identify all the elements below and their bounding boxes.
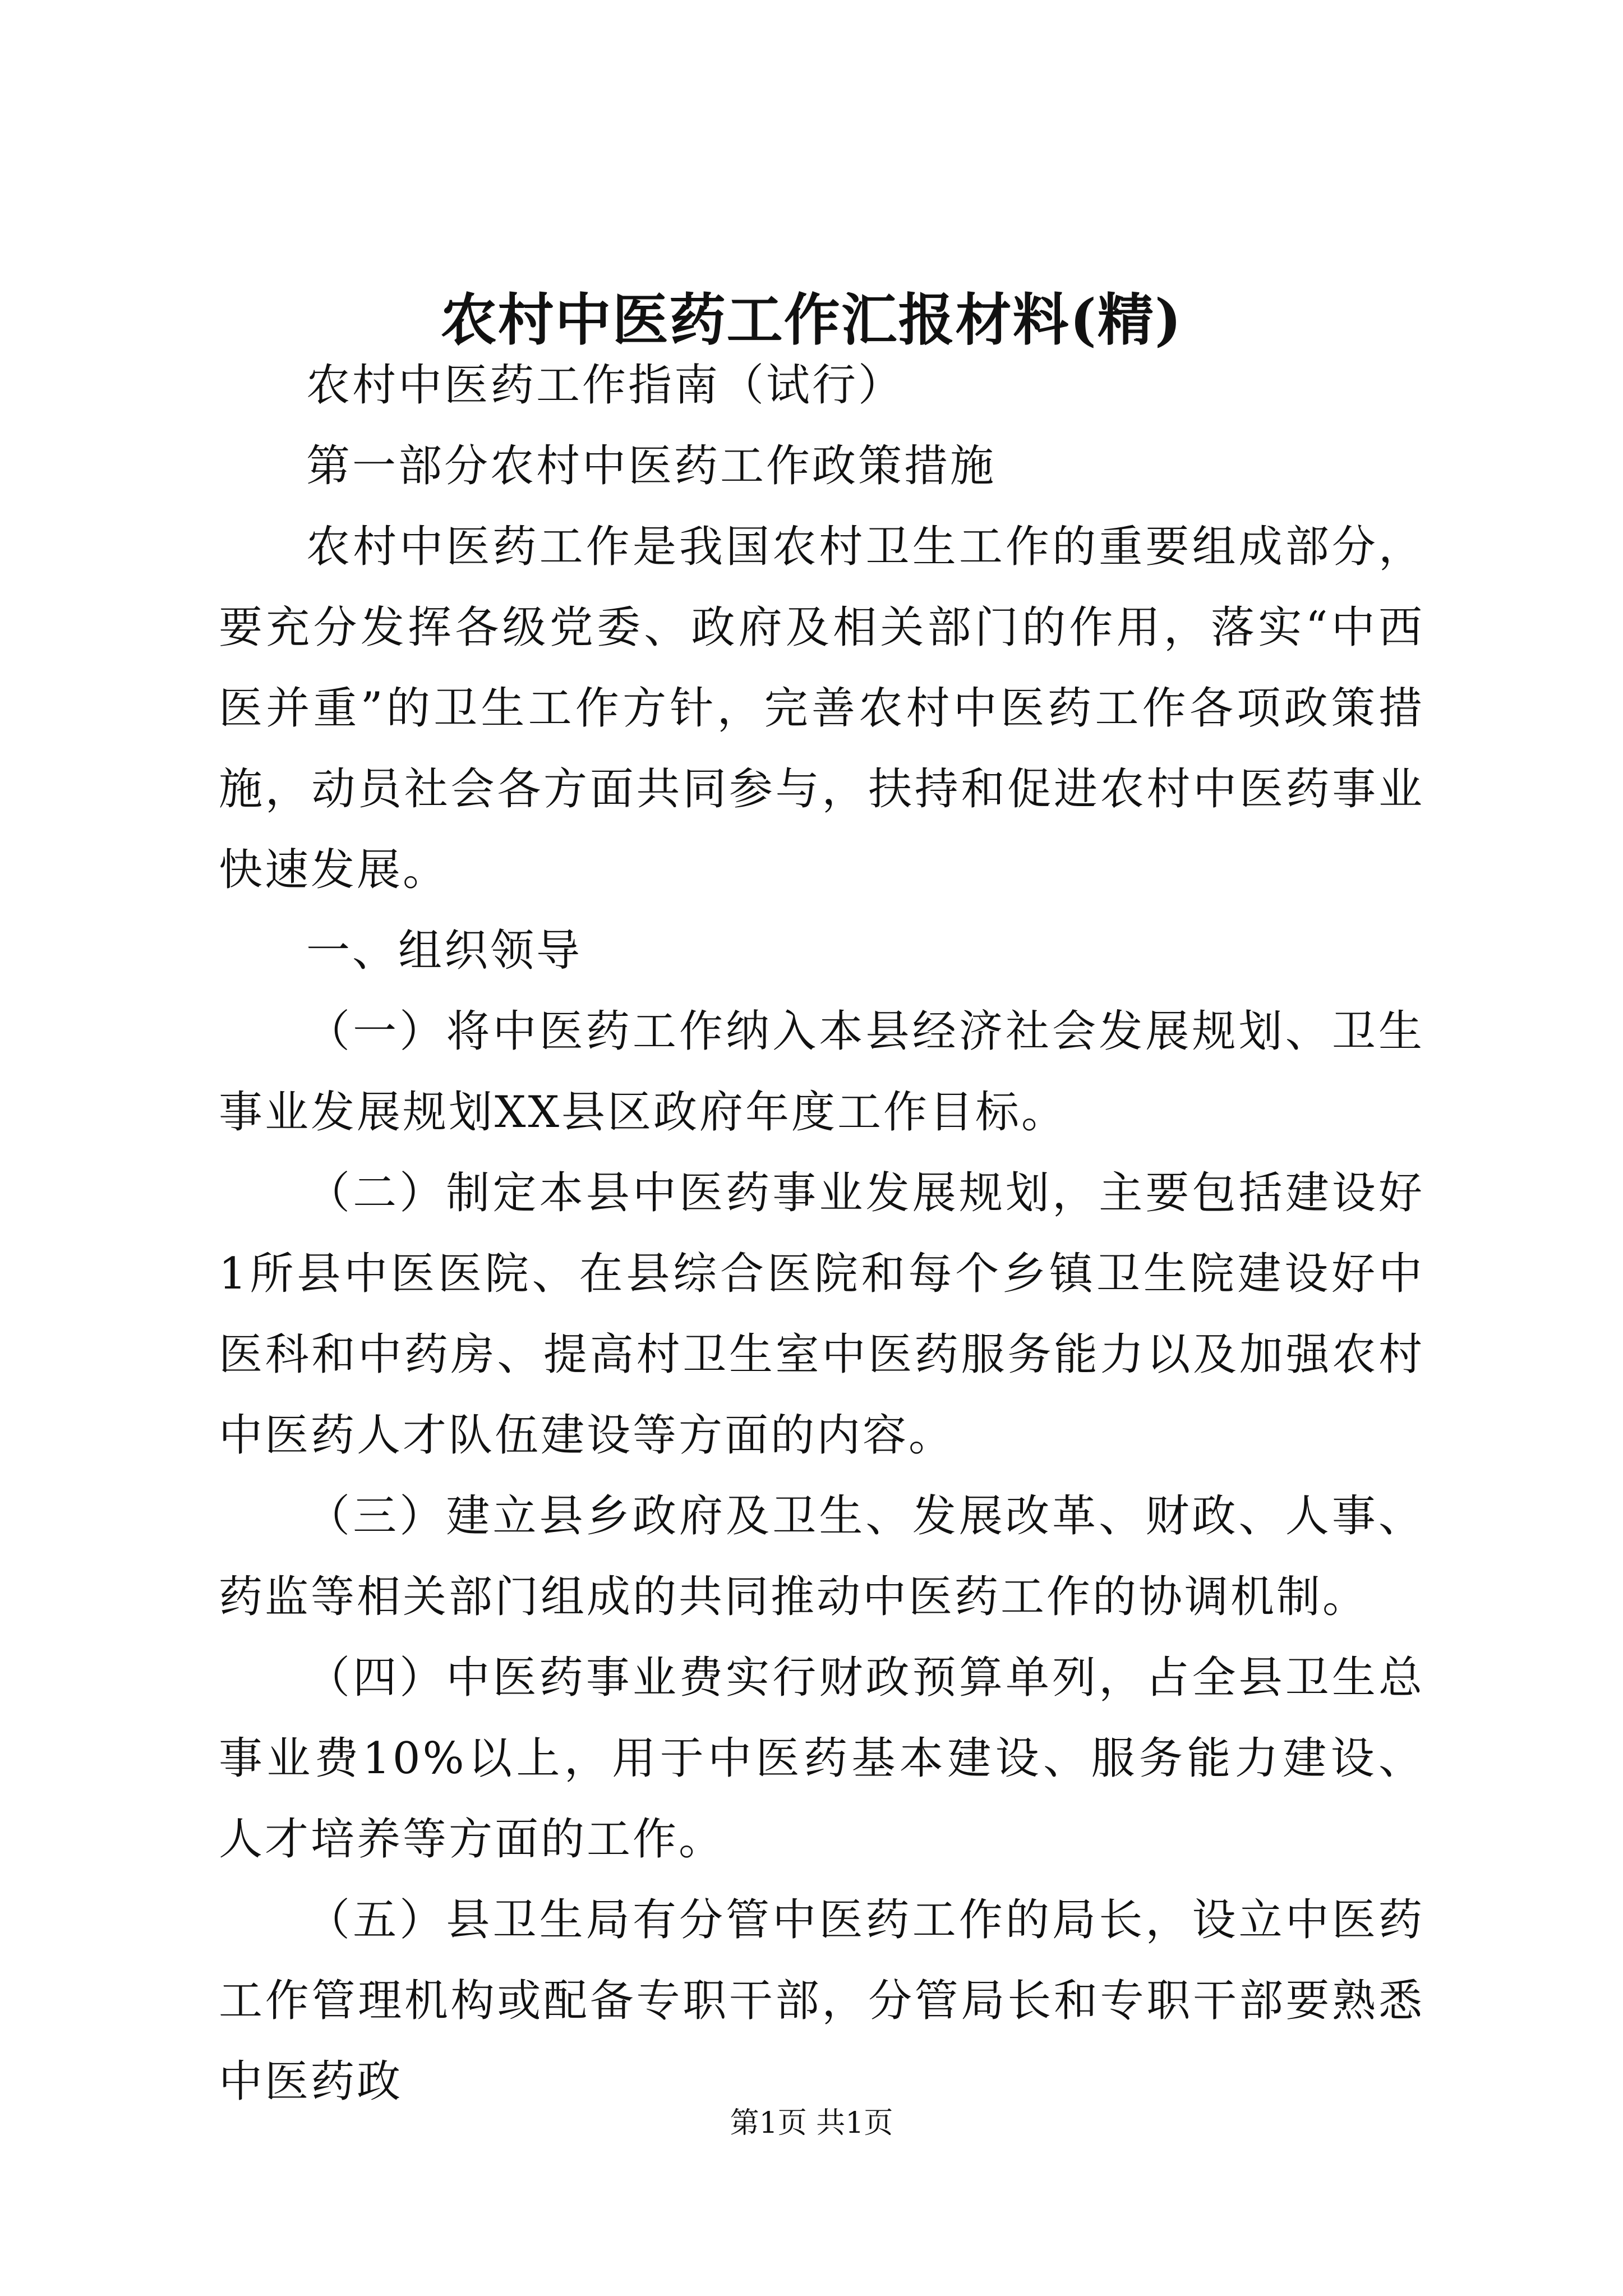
- paragraph-item-1: （一）将中医药工作纳入本县经济社会发展规划、卫生事业发展规划XX县区政府年度工作目标。: [219, 1006, 1424, 1138]
- page-number-footer: 第1页 共1页: [730, 2106, 893, 2140]
- paragraph-item-2: （二）制定本县中医药事业发展规划，主要包括建设好1所县中医医院、在县综合医院和每个乡镇卫生院建设好中医科和中药房、提高村卫生室中医药服务能力以及加强农村中医药人才队伍建设等方面的内容。: [219, 1168, 1424, 1461]
- paragraph-guide-title: 农村中医药工作指南（试行）: [306, 360, 905, 411]
- paragraph-item-3: （三）建立县乡政府及卫生、发展改革、财政、人事、药监等相关部门组成的共同推动中医药工作的协调机制。: [219, 1491, 1424, 1622]
- paragraph-intro: 农村中医药工作是我国农村卫生工作的重要组成部分，要充分发挥各级党委、政府及相关部门的作用，落实“中西医并重”的卫生工作方针，完善农村中医药工作各项政策措施，动员社会各方面共同参与，扶持和促进农村中医药事业快速发展。: [219, 522, 1424, 895]
- document-title: 农村中医药工作汇报材料(精): [440, 287, 1183, 353]
- paragraph-item-4: （四）中医药事业费实行财政预算单列，占全县卫生总事业费10%以上，用于中医药基本建设、服务能力建设、人才培养等方面的工作。: [219, 1653, 1424, 1865]
- document-body: [219, 345, 1424, 2122]
- paragraph-part-one-heading: 第一部分农村中医药工作政策措施: [306, 441, 997, 491]
- paragraph-item-5: （五）县卫生局有分管中医药工作的局长，设立中医药工作管理机构或配备专职干部，分管局长和专职干部要熟悉中医药政: [219, 1895, 1424, 2107]
- paragraph-section-heading: 一、组织领导: [306, 926, 583, 976]
